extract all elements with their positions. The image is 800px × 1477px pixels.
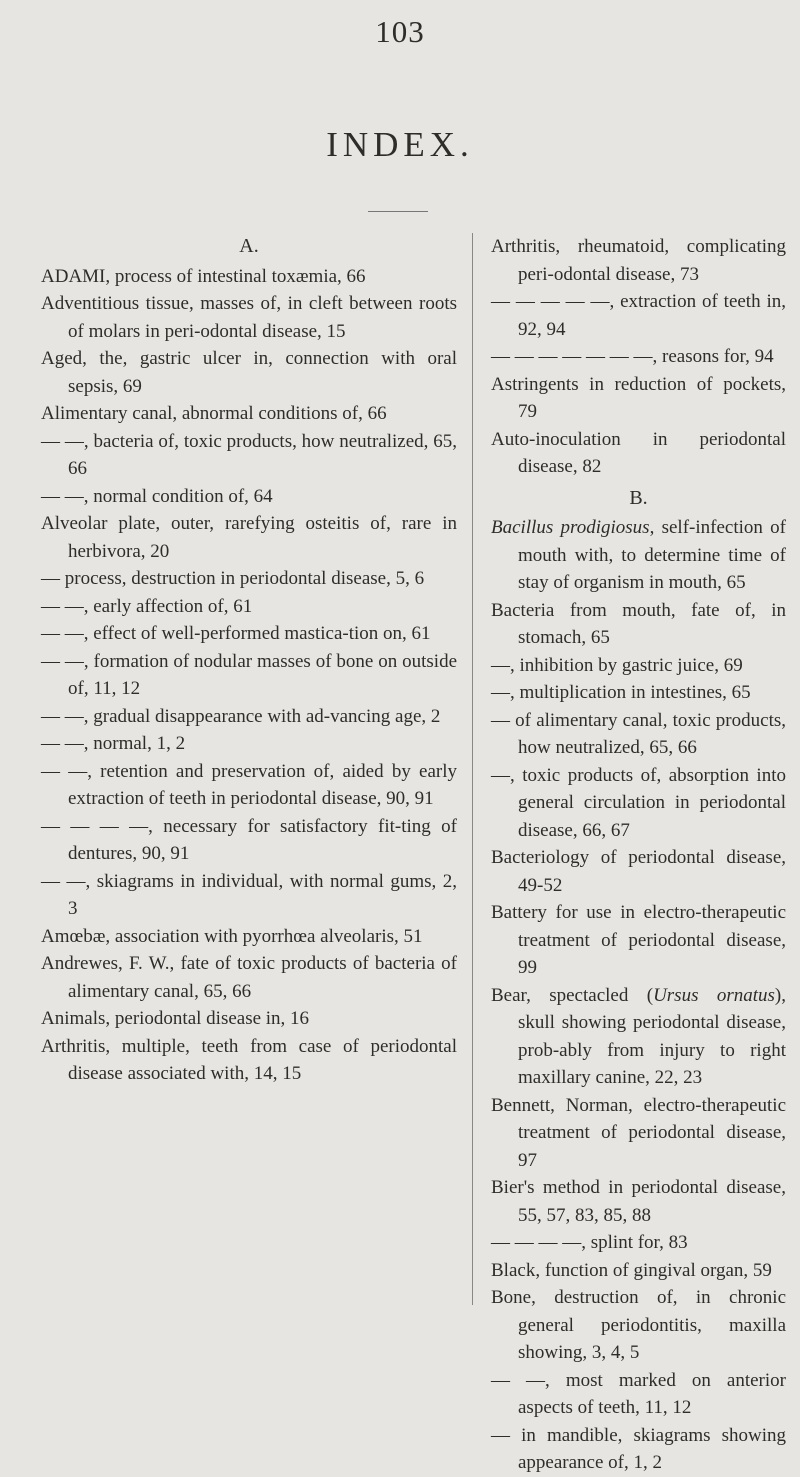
index-entry: Battery for use in electro-therapeutic treatment of periodontal disease, 99 (491, 902, 786, 978)
left-entries (41, 263, 457, 1088)
index-entry: — —, skiagrams in individual, with normal gums, 2, 3 (41, 870, 457, 919)
index-entry: — of alimentary canal, toxic products, how neutralized, 65, 66 (491, 709, 786, 758)
index-entry: — —, normal, 1, 2 (41, 733, 186, 754)
index-entry: Black, function of gingival organ, 59 (491, 1259, 772, 1281)
index-entry: — — — —, necessary for satisfactory fit-ting of dentures, 90, 91 (41, 815, 457, 864)
index-entry: Bacteria from mouth, fate of, in stomach, 65 (491, 599, 786, 648)
index-entry: Astringents in reduction of pockets, 79 (491, 373, 786, 422)
page-number: 103 (375, 14, 425, 49)
index-entry: Arthritis, rheumatoid, complicating peri-odontal disease, 73 (491, 236, 786, 285)
index-entry: —, multiplication in intestines, 65 (491, 682, 751, 703)
index-entry: —, toxic products of, absorption into general circulation in periodontal disease, 66, 67 (491, 764, 786, 841)
index-entry: — —, bacteria of, toxic products, how neutralized, 65, 66 (41, 430, 457, 479)
index-entry (491, 514, 786, 597)
title-rule (368, 211, 428, 212)
entry-text: ), skull showing periodontal disease, prob-ably from injury to right maxillary canine, 22, 23 (518, 984, 786, 1088)
page-title: INDEX. (326, 125, 474, 164)
section-letter-b: B. (629, 486, 648, 509)
index-entry: ADAMI, process of intestinal toxæmia, 66 (41, 265, 366, 287)
index-entry: — — — — — — —, reasons for, 94 (491, 346, 774, 367)
index-entry: — —, formation of nodular masses of bone on outside of, 11, 12 (41, 650, 457, 699)
index-entry: — —, most marked on anterior aspects of teeth, 11, 12 (491, 1369, 786, 1418)
index-entry: —, inhibition by gastric juice, 69 (491, 654, 743, 676)
index-entry (491, 982, 786, 1092)
index-entry: Aged, the, gastric ulcer in, connection with oral sepsis, 69 (41, 348, 457, 397)
index-entry: — in mandible, skiagrams showing appearance of, 1, 2 (491, 1424, 786, 1473)
index-entry: — — — — —, extraction of teeth in, 92, 94 (491, 291, 786, 340)
italic-term: Bacillus prodigiosus (491, 517, 650, 538)
column-divider (472, 233, 473, 1305)
index-entry: — —, gradual disappearance with ad-vancing age, 2 (41, 705, 441, 727)
left-column (41, 233, 457, 1088)
index-entry: — —, early affection of, 61 (41, 595, 253, 617)
index-entry: Bacteriology of periodontal disease, 49-52 (491, 847, 786, 896)
right-entries-after (491, 1092, 786, 1477)
index-entry: Bone, destruction of, in chronic general periodontitis, maxilla showing, 3, 4, 5 (491, 1287, 786, 1363)
index-entry: Alveolar plate, outer, rarefying osteitis of, rare in herbivora, 20 (41, 513, 457, 562)
index-entry: — —, normal condition of, 64 (41, 485, 273, 507)
entry-text: Bear, spectacled ( (491, 984, 654, 1006)
index-entry: Andrewes, F. W., fate of toxic products of bacteria of alimentary canal, 65, 66 (41, 953, 457, 1002)
index-entry: Auto-inoculation in periodontal disease, 82 (491, 428, 786, 477)
index-entry: Amœbæ, association with pyorrhœa alveolaris, 51 (41, 925, 423, 947)
index-entry: Bier's method in periodontal disease, 55, 57, 83, 85, 88 (491, 1177, 786, 1226)
italic-term: Ursus ornatus (653, 984, 775, 1006)
index-entry: — —, effect of well-performed mastica-tion on, 61 (41, 623, 431, 644)
index-entry: Arthritis, multiple, teeth from case of periodontal disease associated with, 14, 15 (41, 1035, 457, 1084)
index-entry: — — — —, splint for, 83 (491, 1232, 688, 1253)
index-entry: Animals, periodontal disease in, 16 (41, 1008, 310, 1029)
index-entry: Bennett, Norman, electro-therapeutic treatment of periodontal disease, 97 (491, 1094, 786, 1171)
index-entry: — process, destruction in periodontal disease, 5, 6 (41, 568, 425, 589)
section-letter-a: A. (239, 235, 259, 257)
index-entry: Adventitious tissue, masses of, in cleft between roots of molars in peri-odontal disease, 15 (41, 293, 457, 342)
index-entry: — —, retention and preservation of, aided by early extraction of teeth in periodontal disease, 90, 91 (41, 760, 457, 809)
right-column (491, 233, 786, 1477)
entry-text: , self-infection of mouth with, to determine time of stay of organism in mouth, 65 (518, 517, 786, 593)
right-entries-before (491, 233, 786, 481)
right-entries-middle (491, 597, 786, 982)
index-entry: Alimentary canal, abnormal conditions of, 66 (41, 403, 387, 424)
